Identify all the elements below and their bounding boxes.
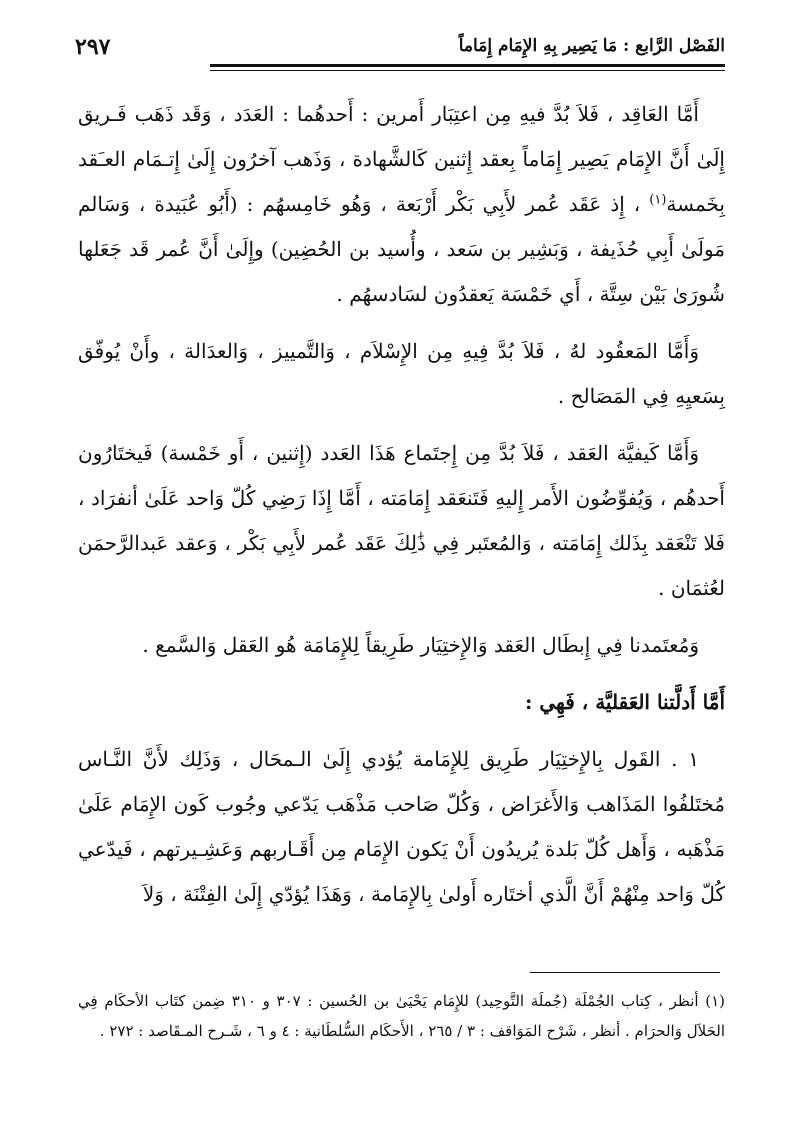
paragraph-contracted: وَأَمَّا المَعقُود لهُ ، فَلاَ بُدَّ فِيهِ مِن الإِسْلاَم ، وَالتَّمييز ، وَالعدَالة ، وأَنْ يُوفّق بِسَعيِهِ فِي المَصَالح . [78,339,725,408]
page-header [75,34,725,66]
section-heading: أَمَّا أَدلَّتنا العَقليَّة ، فَهِي : [525,690,725,714]
paragraph-text-continued: ، إِذ عَقَد عُمر لأَبِي بَكْر أَرْبَعة ، وَهُو خَامِسهُم : (أَبُو عُبَيدة ، وَسَالم مَولَىٰ أَبِي حُذَيفة ، وَبَشِير بن سَعد ، وأُسيد بن الحُضِين) وإِلَىٰ أَنَّ عُمر قَد جَعَلها شُورَىٰ بَيْن سِتَّة ، أَي خَمْسَة يَعقدُون لسَادسهُم . [78,192,725,306]
header-rule [210,64,725,67]
page-number: ٢٩٧ [75,34,111,60]
paragraph-text: أَمَّا العَاقِد ، فَلاَ بُدَّ فيهِ مِن اعتِبَار أَمرين : أَحدهُما : العَدَد ، وَقَد ذَهَب فَـريق إِلَىٰ أَنَّ الإِمَام يَصِير إِمَاماً بِعقد إِثنين كَالشَّهادة ، وَذَهب آخرُون إِلَىٰ إِتـمَام العـَقد بِخَمسة [78,102,725,216]
body-text [78,92,725,929]
footnote: (١) أنظر ، كِتاب الجُمْلَة (جُملَة التَّوحِيد) للإِمَام يَحْيَىٰ بن الحُسين : ٣٠٧ و ٣١٠ ضِمن كتَاب الأحكَام فِي الحَلاَل وَالحرَام . أنظر ، شَرْح المَوَاقف : ٣ / ٢٦٥ ، الأَحكَام السُّلطَانية : ٤ و ٦ ، شَـرح المـقَاصد : ٢٧٢ . [78,992,725,1040]
paragraph-point-1: ١ . القَول بِالإِختِيَار طَرِيق لِلإِمَامة يُؤدي إِلَىٰ الـمحَال ، وَذَلِك لأَنَّ النَّـاس مُختَلفُوا المَذَاهب وَالأَغرَاض ، وَكُلّ صَاحب مَذْهَب يَدّعي وجُوب كَون الإِمَام عَلَىٰ مَذْهَبه ، وَأَهل كُلّ بَلدة يُريدُون أَنْ يَكون الإِمَام مِن أَقَـاربهم وَعَشِـيرتهم ، فَيدّعي كُلّ وَاحد مِنْهُمْ أَنَّ الَّذي أختَاره أَولىٰ بِالإِمَامة ، وَهَذَا يُؤدّي إِلَىٰ الفِتْنَة ، وَلاَ [78,747,725,906]
header-rule-thin [210,70,725,71]
paragraph-method: وَأَمَّا كَيفيَّة العَقد ، فَلاَ بُدَّ مِن إِجتَماع هَذَا العَدد (إِثنين ، أَو خَمْسة) فَيختَارُون أَحدهُم ، وَيُفوِّضُون الأَمر إِليهِ فَتَنعَقد إِمَامَته ، أَمَّا إِذَا رَضِي كُلّ وَاحد عَلَىٰ أنفرَاد ، فَلا تَنْعَقد بِذَلك إِمَامَته ، وَالمُعتَبر فِي ذَٰلِكَ عَقَد عُمر لأَبِي بَكْر ، وَعقد عَبدالرَّحمَن لعُثمَان . [78,441,725,600]
chapter-title: الفَصْل الرَّابع : مَا يَصِير بِهِ الإِمَام إِمَاماً [458,36,725,56]
paragraph-contractor [78,92,725,317]
paragraph-reliance: وَمُعتَمدنا فِي إِبطَال العَقد وَالإِختِيَار طَرِيقاً لِلإِمَامَة هُو العَقل وَالسَّمع . [142,633,699,657]
footnote-separator [530,972,720,973]
footnote-reference: (١) [649,192,667,208]
